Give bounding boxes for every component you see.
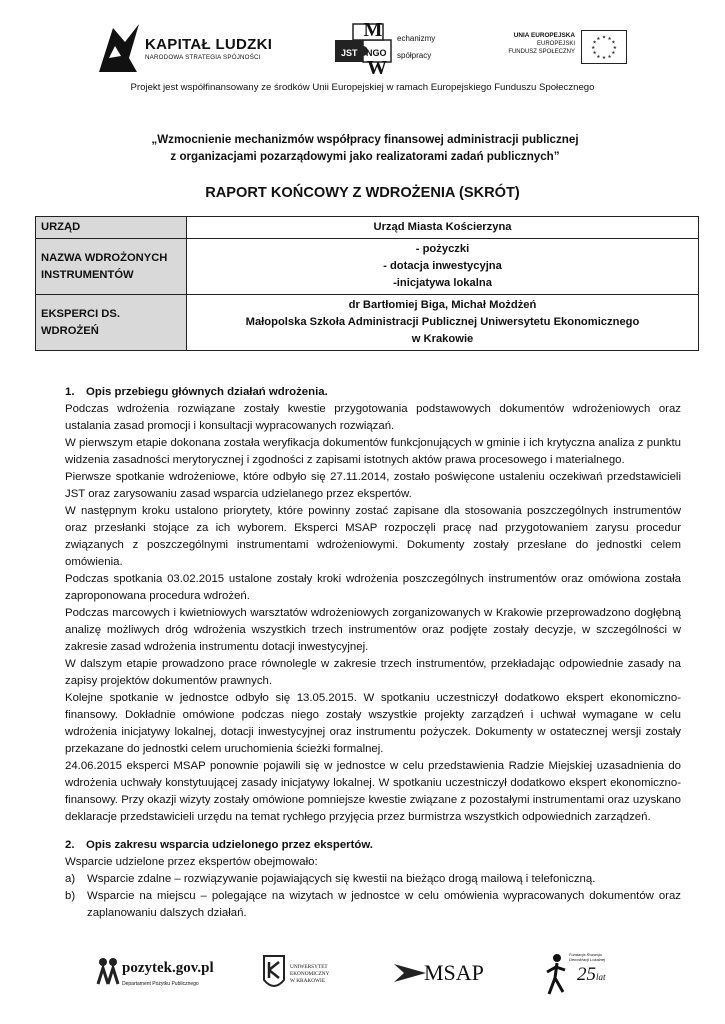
list-marker: b)	[65, 890, 76, 902]
uek-line2: EKONOMICZNY	[290, 971, 330, 977]
instruments-label-line2: INSTRUMENTÓW	[41, 268, 134, 281]
pozytek-logo	[96, 954, 221, 994]
section2-heading	[65, 837, 681, 854]
eu-flag-icon	[581, 30, 627, 64]
jst-label: JST	[341, 48, 358, 58]
info-table	[35, 216, 699, 351]
project-cofinancing-note: Projekt jest współfinansowany ze środków Unii Europejskiej w ramach Europejskiego Funduszu Społecznego	[130, 82, 595, 93]
svg-text:★: ★	[601, 56, 607, 62]
experts-institution: Małopolska Szkoła Administracji Publicznej Uniwersytetu Ekonomicznego	[245, 316, 640, 328]
instruments-label	[36, 239, 187, 295]
msap-name: MSAP	[424, 960, 484, 985]
table-row	[36, 239, 699, 295]
section1-number: 1.	[65, 386, 75, 398]
svg-text:★: ★	[612, 45, 617, 51]
pozytek-subtitle: Departament Pożytku Publicznego	[122, 981, 199, 987]
svg-text:★: ★	[601, 35, 607, 41]
anniversary-number: 25	[577, 964, 596, 985]
mechanizmy-word: echanizmy	[397, 34, 436, 43]
ue-line1: UNIA EUROPEJSKA	[513, 32, 575, 39]
pozytek-name: pozytek.gov.pl	[122, 960, 214, 976]
svg-text:★: ★	[596, 54, 601, 60]
fundacja-logo	[543, 952, 613, 1000]
report-title: RAPORT KOŃCOWY Z WDROŻENIA (SKRÓT)	[205, 185, 520, 201]
anniversary-suffix: lat	[596, 972, 606, 982]
svg-text:★: ★	[592, 40, 597, 46]
fundacja-line1: Fundacja Rozwoju	[569, 952, 602, 957]
uek-line3: W KRAKOWIE	[290, 978, 326, 984]
table-row	[36, 217, 699, 239]
paragraph: Podczas wdrożenia rozwiązane zostały kwestie przygotowania podstawowych dokumentów wdrożeniowych oraz ustalania zasad promocji i konsultacji wypracowanych rozwiązań.	[65, 403, 681, 432]
instrument-item: - pożyczki	[415, 243, 470, 255]
svg-text:★: ★	[611, 51, 616, 57]
header-logos	[95, 18, 635, 80]
ue-line3: FUNDUSZ SPOŁECZNY	[508, 49, 575, 55]
section1-heading	[65, 384, 681, 401]
svg-text:★: ★	[591, 45, 596, 51]
section2-intro: Wsparcie udzielone przez ekspertów obejmowało:	[65, 856, 318, 868]
list-item-text: Wsparcie zdalne – rozwiązywanie pojawiających się kwestii na bieżąco drogą mailową i telefoniczną.	[87, 873, 596, 885]
svg-text:W: W	[367, 57, 387, 74]
ngo-label: NGO	[366, 48, 387, 58]
section2-number: 2.	[65, 839, 75, 851]
section1-heading-text: Opis przebiegu głównych działań wdrożenia.	[86, 386, 328, 398]
table-row	[36, 295, 699, 351]
report-body	[65, 384, 681, 922]
instrument-item: - dotacja inwestycyjna	[383, 260, 502, 272]
list-item	[65, 888, 681, 922]
instruments-label-line1: NAZWA WDROŻONYCH	[41, 251, 168, 264]
paragraph: Podczas spotkania 03.02.2015 ustalone zostały kroki wdrożenia poszczególnych instrumentów oraz omówiona została zaproponowana procedura wdrożeń.	[65, 573, 681, 602]
svg-text:★: ★	[611, 40, 616, 46]
experts-value	[187, 295, 699, 351]
experts-label	[36, 295, 187, 351]
kapital-ludzki-subtitle: NARODOWA STRATEGIA SPÓJNOŚCI	[145, 54, 261, 61]
footer-logos	[0, 952, 725, 1002]
section2-heading-text: Opis zakresu wsparcia udzielonego przez ekspertów.	[86, 839, 373, 851]
experts-label-line2: WDROŻEŃ	[41, 324, 99, 337]
office-label: URZĄD	[36, 217, 187, 239]
wspolpracy-word: spółpracy	[397, 51, 432, 60]
fundacja-line2: Demokracji Lokalnej	[569, 957, 606, 962]
paragraph: W następnym kroku ustalono priorytety, które powinny zostać zapisane dla stosowania poszczególnych instrumentów oraz przesłanki stojące za ich wyborem. Eksperci MSAP rozpoczęli pracę nad przygotowaniem zarysu procedur związanych z poszczególnymi instrumentami wdrożeniowymi. Dokumenty zostały przesłane do jednostki celem omówienia.	[65, 505, 681, 568]
office-value: Urząd Miasta Kościerzyna	[187, 217, 699, 239]
msap-logo	[394, 960, 494, 990]
people-icon	[96, 954, 120, 988]
experts-label-line1: EKSPERCI DS.	[41, 307, 120, 320]
list-item-text: Wsparcie na miejscu – polegające na wizytach w jednostce w celu omówienia wypracowanych dokumentów oraz zaplanowaniu dalszych działań.	[87, 890, 681, 919]
svg-text:★: ★	[607, 36, 612, 42]
kapital-ludzki-emblem-icon	[95, 22, 141, 74]
project-title-line1: „Wzmocnienie mechanizmów współpracy finansowej administracji publicznej	[151, 133, 579, 146]
paragraph: Podczas marcowych i kwietniowych warsztatów wdrożeniowych zorganizowanych w Krakowie przeprowadzono dogłębną analizę możliwych dróg wdrożenia wszystkich trzech instrumentów oraz podjęte zostały decyzje, w szczególności w zakresie zasad wdrożenia instrumentu dotacji inwestycyjnej.	[65, 607, 681, 653]
list-marker: a)	[65, 873, 76, 885]
svg-text:★: ★	[592, 51, 597, 57]
ue-line2: EUROPEJSKI	[536, 41, 575, 47]
paragraph: W pierwszym etapie dokonana została weryfikacja dokumentów funkcjonujących w gminie i ich krytyczna analiza z punktu widzenia zasadności merytorycznej i zgodności z zapisami istotnych aktów prawa procesowego i materialnego.	[65, 437, 681, 466]
uek-logo	[262, 954, 342, 998]
paragraph: W dalszym etapie prowadzono prace równolegle w zakresie trzech instrumentów, przekładając odpowiednie zasady na zapisy projektów dokumentów prawnych.	[65, 658, 681, 687]
project-title-line2: z organizacjami pozarządowymi jako realizatorami zadań publicznych”	[170, 150, 560, 163]
puzzle-icon	[333, 22, 395, 74]
project-title	[60, 131, 670, 165]
paragraph: Kolejne spotkanie w jednostce odbyło się 13.05.2015. W spotkaniu uczestniczył dodatkowo ekspert ekonomiczno-finansowy. Dokładnie omówione podczas niego zostały wszystkie projekty zarządzeń i uchwał wymagane w celu wdrożenia inicjatywy lokalnej, dotacji inwestycyjnej oraz instrumentu pożyczek. Dokumenty w ostatecznej wersji zostały przekazane do jednostki celem uruchomienia ścieżki formalnej.	[65, 692, 681, 755]
paragraph: 24.06.2015 eksperci MSAP ponownie pojawili się w jednostce w celu przedstawienia Radzie Miejskiej uzasadnienia do wdrożenia uchwały konstytuującej zasady inicjatywy lokalnej. W spotkaniu uczestniczył dodatkowo ekspert ekonomiczno-finansowy. Przy okazji wizyty zostały omówione pomniejsze kwestie związane z pozostałymi instrumentami oraz uzyskano deklaracje przedstawicieli urzędu na temat rychłego przyjęcia przez burmistrza wszystkich odpowiednich zarządzeń.	[65, 760, 681, 823]
instruments-value	[187, 239, 699, 295]
unia-europejska-logo	[497, 28, 635, 68]
list-item	[65, 871, 681, 888]
svg-text:★: ★	[596, 36, 601, 42]
mechanizmy-wspolpracy-logo	[333, 22, 463, 74]
kapital-ludzki-logo	[95, 22, 275, 76]
paragraph: Pierwsze spotkanie wdrożeniowe, które odbyło się 27.11.2014, zostało poświęcone ustaleniu oczekiwań przedstawicieli JST oraz zarysowaniu zasad wsparcia udzielanego przez ekspertów.	[65, 471, 681, 500]
svg-text:★: ★	[607, 54, 612, 60]
experts-names: dr Bartłomiej Biga, Michał Możdżeń	[348, 299, 537, 311]
svg-text:M: M	[363, 22, 383, 41]
instrument-item: -inicjatywa lokalna	[393, 277, 492, 289]
uek-crest-icon	[262, 954, 286, 994]
experts-institution-city: w Krakowie	[411, 333, 474, 345]
msap-arrow-icon	[394, 960, 428, 986]
kapital-ludzki-name: KAPITAŁ LUDZKI	[145, 36, 273, 53]
fundacja-anniversary	[577, 964, 606, 986]
uek-line1: UNIWERSYTET	[290, 964, 328, 970]
